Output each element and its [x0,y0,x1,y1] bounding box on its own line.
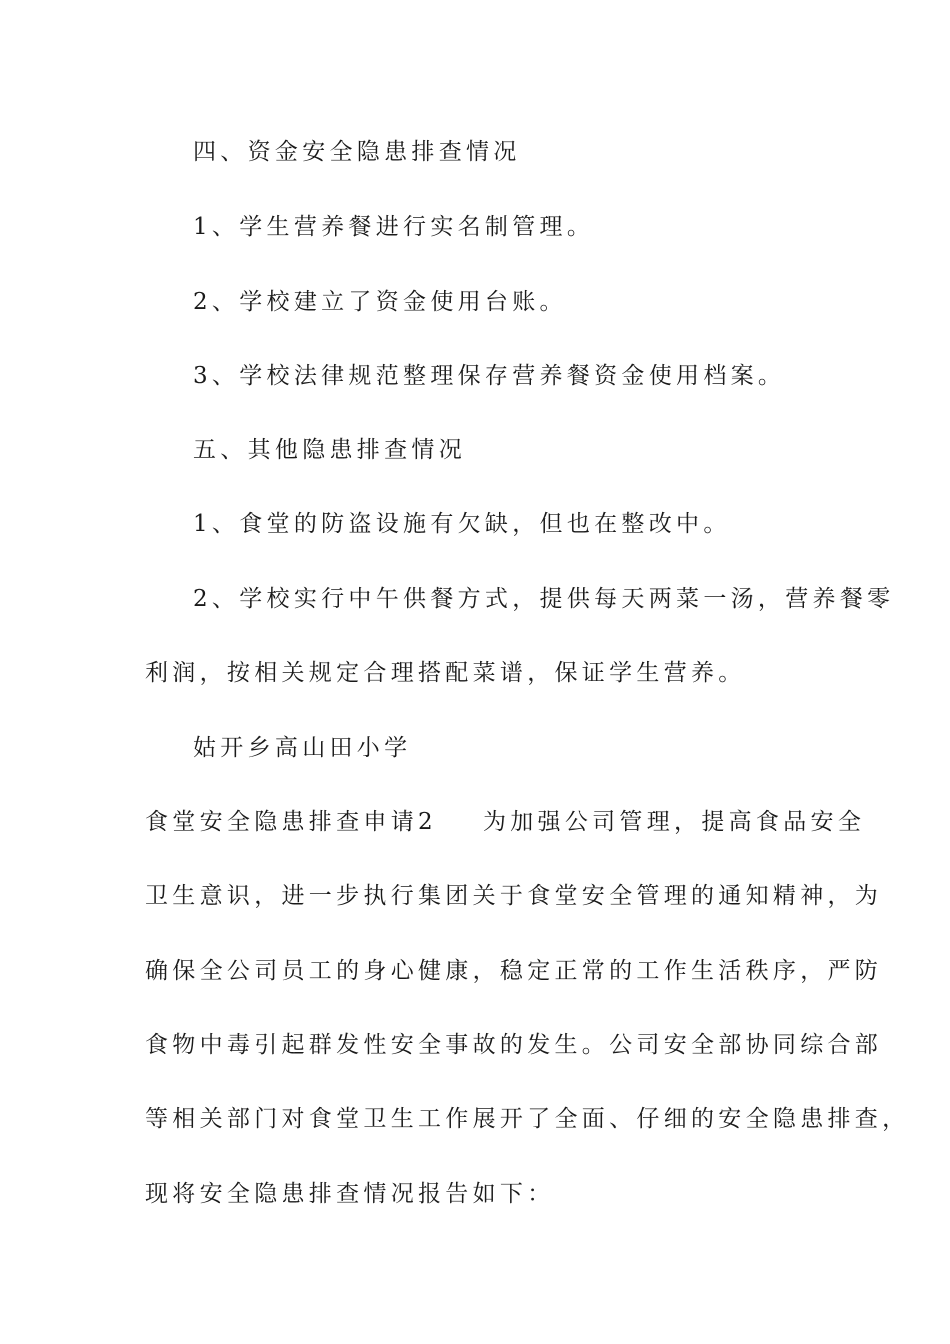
doc2-paragraph-line-2: 卫生意识，进一步执行集团关于食堂安全管理的通知精神，为 [145,883,883,909]
doc2-paragraph-line-5: 等相关部门对食堂卫生工作展开了全面、仔细的安全隐患排查， [145,1106,910,1132]
section-4-item-3: 3、学校法律规范整理保存营养餐资金使用档案。 [193,363,786,389]
section-5-heading: 五、其他隐患排查情况 [193,437,466,463]
section-4-item-1: 1、学生营养餐进行实名制管理。 [193,214,595,240]
section-5-item-2-line-1: 2、学校实行中午供餐方式，提供每天两菜一汤，营养餐零 [193,586,895,612]
doc2-paragraph-line-4: 食物中毒引起群发性安全事故的发生。公司安全部协同综合部 [145,1032,883,1058]
doc2-title: 食堂安全隐患排查申请2 [145,809,437,835]
doc2-paragraph-line-6: 现将安全隐患排查情况报告如下： [145,1181,555,1207]
section-5-item-2-line-2: 利润，按相关规定合理搭配菜谱，保证学生营养。 [145,660,746,686]
signature: 姑开乡高山田小学 [193,735,412,761]
section-5-item-1: 1、食堂的防盗设施有欠缺，但也在整改中。 [193,511,731,537]
doc2-paragraph-line-3: 确保全公司员工的身心健康，稳定正常的工作生活秩序，严防 [145,958,883,984]
doc2-paragraph-line-1: 为加强公司管理，提高食品安全 [482,809,866,835]
section-4-heading: 四、资金安全隐患排查情况 [193,139,521,165]
section-4-item-2: 2、学校建立了资金使用台账。 [193,289,567,315]
doc2-first-line [145,807,865,837]
